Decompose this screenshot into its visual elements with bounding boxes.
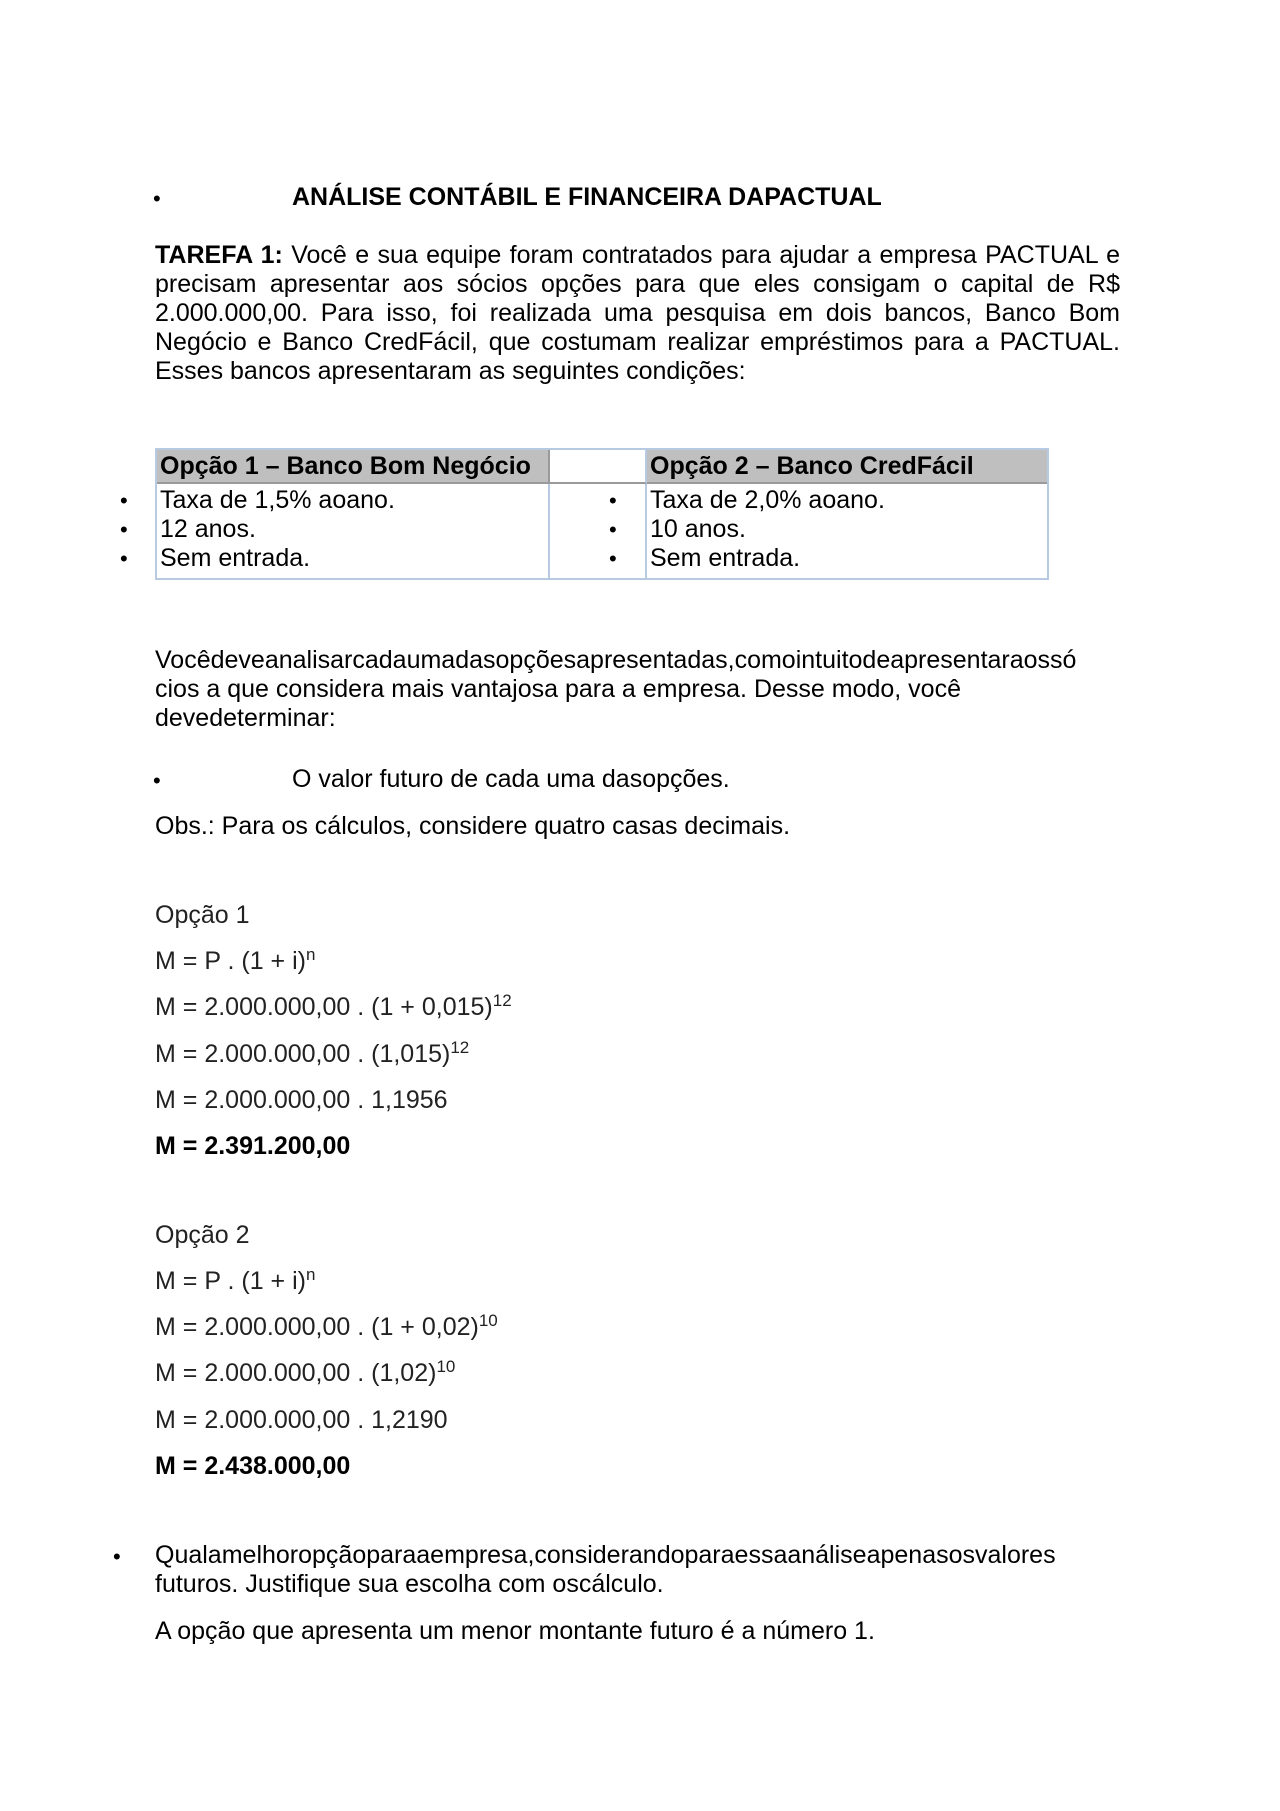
bullet: •	[120, 546, 128, 571]
calc-option1-step1	[155, 992, 512, 1022]
step-exponent: 12	[450, 1038, 470, 1057]
table-header-spacer	[550, 450, 647, 484]
option1-down-payment: Sem entrada.	[160, 544, 311, 572]
calc-option1-formula	[155, 946, 315, 976]
obs-note: Obs.: Para os cálculos, considere quatro casas decimais.	[155, 812, 791, 840]
answer: A opção que apresenta um menor montante futuro é a número 1.	[155, 1617, 875, 1645]
option1-rate: Taxa de 1,5% aoano.	[160, 486, 395, 514]
bullet: •	[609, 488, 617, 513]
table-column-spacer	[550, 484, 647, 578]
task-text: Você e sua equipe foram contratados para ajudar a empresa PACTUAL e precisam apresentar aos sócios opções para que eles consigam o capital de R$ 2.000.000,00. Para isso, foi realizada uma pesquisa em dois bancos, Banco Bom Negócio e Banco CredFácil, que costumam realizar empréstimos para a PACTUAL. Esses bancos apresentaram as seguintes condições:	[155, 241, 1120, 385]
bullet: •	[153, 768, 161, 793]
bullet: •	[120, 517, 128, 542]
step-text: M = 2.000.000,00 . (1,02)	[155, 1359, 437, 1387]
bullet: •	[120, 488, 128, 513]
step-exponent: 10	[436, 1357, 456, 1376]
option2-term: 10 anos.	[650, 515, 746, 543]
step-exponent: 10	[478, 1311, 498, 1330]
formula-exponent: n	[305, 945, 316, 964]
formula-text: M = P . (1 + i)	[155, 1267, 306, 1295]
formula-exponent: n	[305, 1265, 316, 1284]
analysis-intro-line2: cios a que considera mais vantajosa para a empresa. Desse modo, você	[155, 675, 961, 703]
calc-option2-step3: M = 2.000.000,00 . 1,2190	[155, 1406, 448, 1434]
bank-options-table	[155, 448, 1049, 580]
table-header-option2: Opção 2 – Banco CredFácil	[647, 450, 1047, 484]
calc-option2-result: M = 2.438.000,00	[155, 1452, 351, 1480]
bullet: •	[113, 1544, 121, 1569]
analysis-intro-line1: Vocêdeveanalisarcadaumadasopçõesapresentadas,comointuitodeapresentaraossó	[155, 646, 1077, 674]
question1: O valor futuro de cada uma dasopções.	[292, 765, 730, 793]
question2-line2: futuros. Justifique sua escolha com oscálculo.	[155, 1570, 664, 1598]
task-label: TAREFA 1:	[155, 241, 283, 269]
calc-option1-step3: M = 2.000.000,00 . 1,1956	[155, 1086, 448, 1114]
calc-option1-label: Opção 1	[155, 901, 250, 929]
step-text: M = 2.000.000,00 . (1,015)	[155, 1040, 451, 1068]
task-paragraph	[155, 241, 1120, 386]
analysis-intro-line3: devedeterminar:	[155, 704, 336, 732]
calc-option2-step2	[155, 1358, 455, 1388]
bullet: •	[609, 517, 617, 542]
option1-term: 12 anos.	[160, 515, 256, 543]
calc-option2-formula	[155, 1266, 315, 1296]
calc-option2-step1	[155, 1312, 498, 1342]
table-header-option1: Opção 1 – Banco Bom Negócio	[157, 450, 550, 484]
calc-option1-step2	[155, 1039, 469, 1069]
step-exponent: 12	[492, 991, 512, 1010]
step-text: M = 2.000.000,00 . (1 + 0,015)	[155, 993, 493, 1021]
calc-option2-label: Opção 2	[155, 1221, 250, 1249]
question2-line1: Qualamelhoropçãoparaaempresa,considerandoparaessaanáliseapenasosvalores	[155, 1541, 1056, 1569]
formula-text: M = P . (1 + i)	[155, 947, 306, 975]
table-column-option2	[647, 484, 1047, 578]
option2-down-payment: Sem entrada.	[650, 544, 801, 572]
bullet: •	[609, 546, 617, 571]
option2-rate: Taxa de 2,0% aoano.	[650, 486, 885, 514]
calc-option1-result: M = 2.391.200,00	[155, 1132, 351, 1160]
step-text: M = 2.000.000,00 . (1 + 0,02)	[155, 1313, 479, 1341]
table-column-option1	[157, 484, 550, 578]
bullet: •	[153, 186, 161, 211]
document-title: ANÁLISE CONTÁBIL E FINANCEIRA DAPACTUAL	[292, 183, 882, 211]
